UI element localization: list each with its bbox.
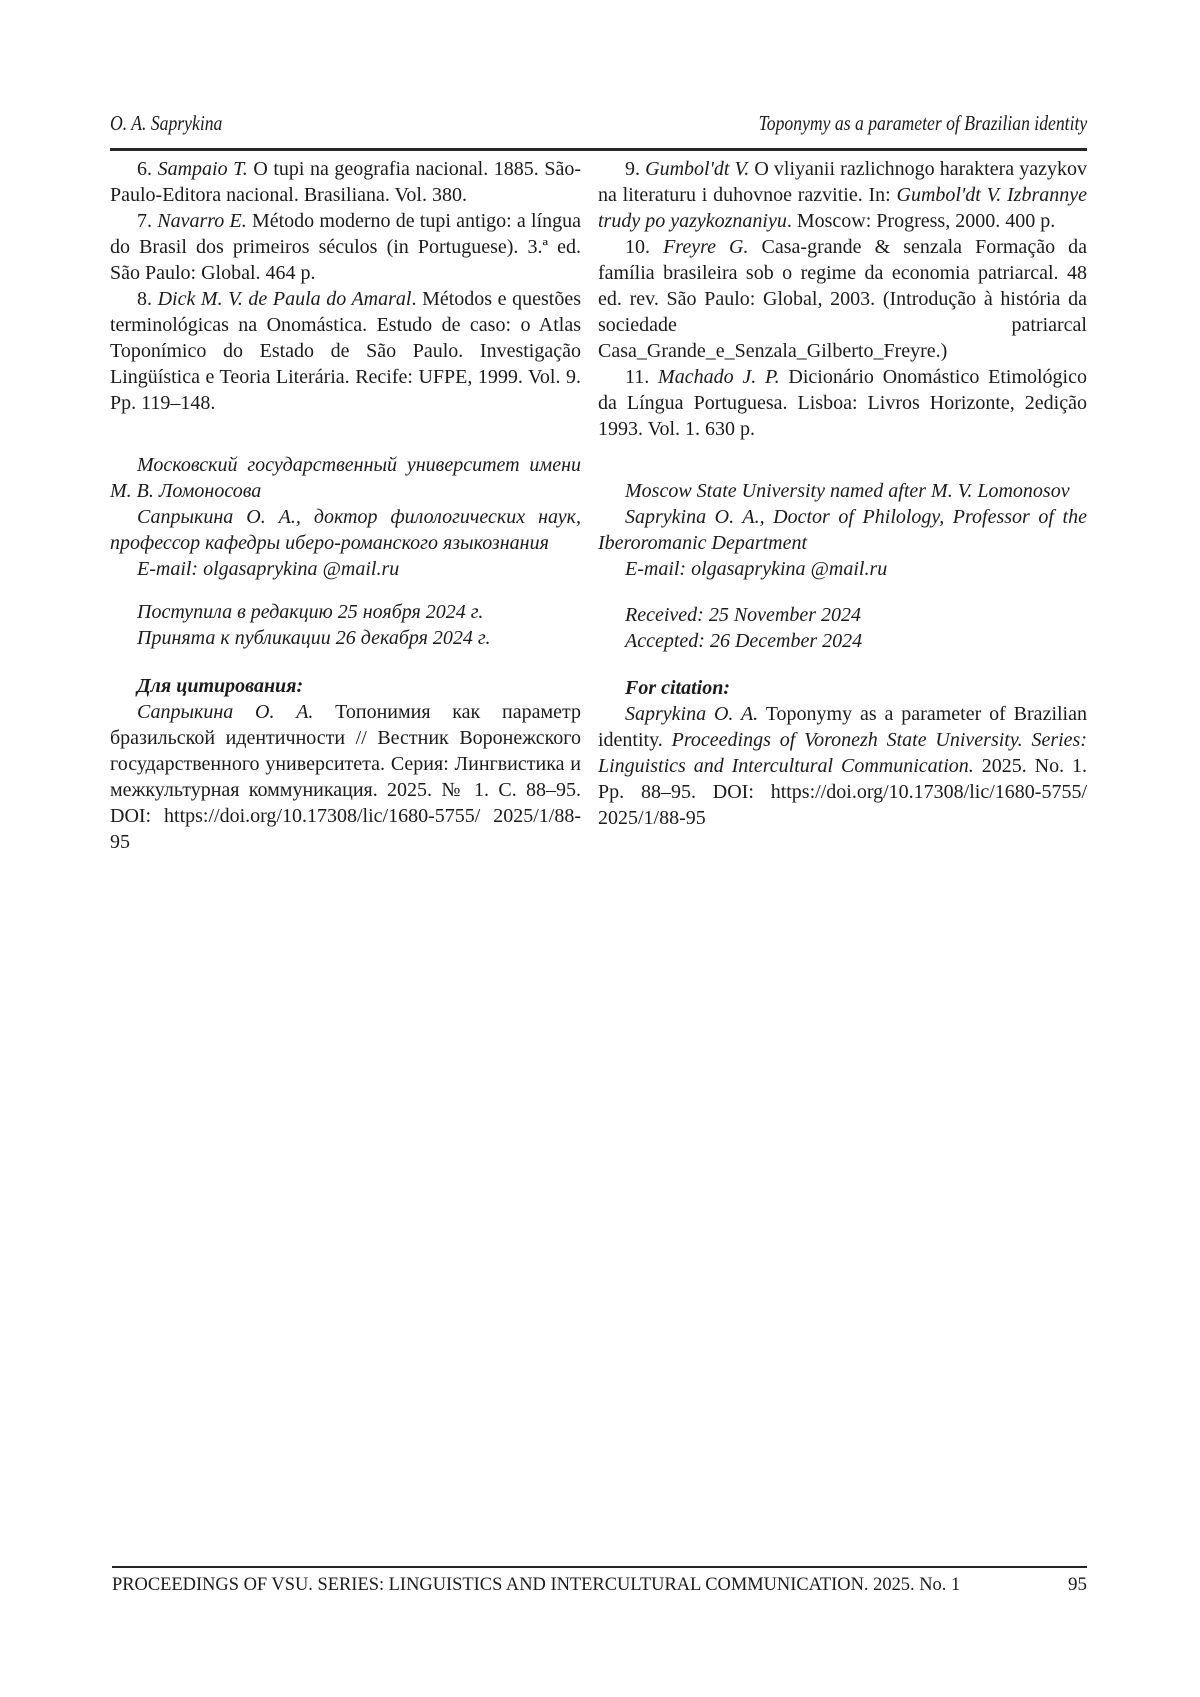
running-footer [112, 1572, 1087, 1598]
citation-block-en [598, 701, 1087, 831]
submission-dates-en [598, 602, 1087, 654]
text-run: Navarro E. [157, 210, 247, 232]
paragraph [110, 504, 581, 556]
text-run: Поступила в редакцию 25 ноября 2024 г. [137, 601, 484, 623]
text-run: . Moscow: Progress, 2000. 400 p. [786, 210, 1056, 232]
footer-journal-line: PROCEEDINGS OF VSU. SERIES: LINGUISTICS AND INTERCULTURAL COMMUNICATION. 2025. No. 1 [112, 1574, 961, 1595]
submission-dates-ru [110, 599, 581, 651]
right-column [598, 156, 1087, 855]
header-rule [110, 148, 1087, 151]
text-run: Freyre G. [663, 236, 749, 258]
citation-block-ru [110, 699, 581, 855]
text-run: 11. [625, 366, 659, 388]
running-header [110, 110, 1087, 136]
citation-heading-en: For citation: [625, 677, 731, 699]
text-run: Московский государственный университет имени М. В. Ломоносова [110, 454, 581, 502]
paragraph [598, 234, 1087, 364]
text-run: Dicionário Onomástico Etimológico da Língua Portuguesa. Lisboa: Livros Horizonte, 2edição 1993. Vol. 1. 630 p. [598, 366, 1087, 440]
text-run: Saprykina O. A. [625, 703, 759, 725]
paragraph [598, 556, 1087, 582]
paragraph [110, 452, 581, 504]
text-run: 7. [137, 210, 158, 232]
text-run: O vliyanii razlichnogo haraktera yazykov na literaturu i duhovnoe razvitie. In: [598, 158, 1087, 206]
paragraph [598, 628, 1087, 654]
text-run: 9. [625, 158, 646, 180]
paragraph [598, 602, 1087, 628]
text-run: . Métodos e questões terminológicas na Onomástica. Estudo de caso: o Atlas Toponímico do Estado de São Paulo. Investigação Lingüística e Teoria Literária. Recife: UFPE, 1999. Vol. 9. Pp. 119–148. [110, 288, 582, 414]
left-column [110, 156, 581, 855]
references-list-left [110, 156, 581, 416]
text-run: Сапрыкина О. А., доктор филологических наук, профессор кафедры иберо-романского языкознания [110, 506, 581, 554]
text-run: Топонимия как параметр бразильской идентичности // Вестник Воронежского государственного университета. Серия: Лингвистика и межкультурная коммуникация. 2025. № 1. С. 88–95. DOI: https://doi.org/10.17308/lic/1680-5755/ 2025/1/88-95 [110, 701, 581, 853]
paragraph [598, 478, 1087, 504]
paragraph [110, 156, 581, 208]
paragraph [110, 286, 581, 416]
text-run: Casa-grande & senzala Formação da família brasileira sob o regime da economia patriarcal. 48 ed. rev. São Paulo: Global, 2003. (Introdução à história da sociedade patriarcal Casa_Grande_e_Senzala_Gilberto_Freyre.) [598, 236, 1088, 362]
paragraph [110, 625, 581, 651]
paragraph [598, 701, 1087, 831]
text-run: Proceedings of Voronezh State University. Series: Linguistics and Intercultural Communication. [598, 729, 1087, 777]
references-list-right [598, 156, 1087, 442]
paragraph [110, 208, 581, 286]
text-run: Gumbol'dt V. Izbrannye trudy po yazykoznaniyu [598, 184, 1087, 232]
paragraph [598, 504, 1087, 556]
text-run: Принята к публикации 26 декабря 2024 г. [137, 627, 491, 649]
text-run: Accepted: 26 December 2024 [625, 630, 863, 652]
text-run: Saprykina O. A., Doctor of Philology, Professor of the Iberoromanic Department [598, 506, 1087, 554]
paragraph [598, 156, 1087, 234]
text-run: Received: 25 November 2024 [625, 604, 862, 626]
text-run: 2025. No. 1. Pp. 88–95. DOI: https://doi.org/10.17308/lic/1680-5755/ 2025/1/88-95 [598, 755, 1087, 829]
header-author: O. A. Saprykina [110, 111, 223, 135]
affiliation-block-ru [110, 452, 581, 582]
page-number: 95 [1068, 1574, 1087, 1595]
citation-heading-ru: Для цитирования: [137, 675, 304, 697]
paragraph [110, 556, 581, 582]
text-run: O tupi na geografia nacional. 1885. São-Paulo-Editora nacional. Brasiliana. Vol. 380. [110, 158, 582, 206]
paragraph [110, 599, 581, 625]
text-run: Dick M. V. de Paula do Amaral [157, 288, 412, 310]
footer-rule [112, 1566, 1087, 1568]
two-column-body [110, 156, 1087, 855]
paragraph [110, 699, 581, 855]
text-run: Método moderno de tupi antigo: a língua do Brasil dos primeiros séculos (in Portuguese). 3.ª ed. São Paulo: Global. 464 p. [110, 210, 582, 284]
text-run: 8. [137, 288, 158, 310]
text-run: E-mail: olgasaprykina @mail.ru [625, 558, 888, 580]
text-run: 6. [137, 158, 158, 180]
text-run: 10. [625, 236, 664, 258]
text-run: Moscow State University named after M. V. Lomonosov [625, 480, 1070, 502]
header-article-title: Toponymy as a parameter of Brazilian identity [758, 111, 1087, 135]
paragraph [598, 364, 1087, 442]
text-run: Toponymy as a parameter of Brazilian identity. [598, 703, 1087, 751]
text-run: Gumbol'dt V. [645, 158, 750, 180]
affiliation-block-en [598, 478, 1087, 582]
text-run: Сапрыкина О. А. [137, 701, 314, 723]
text-run: E-mail: olgasaprykina @mail.ru [137, 558, 400, 580]
text-run: Sampaio T. [157, 158, 248, 180]
text-run: Machado J. P. [658, 366, 780, 388]
